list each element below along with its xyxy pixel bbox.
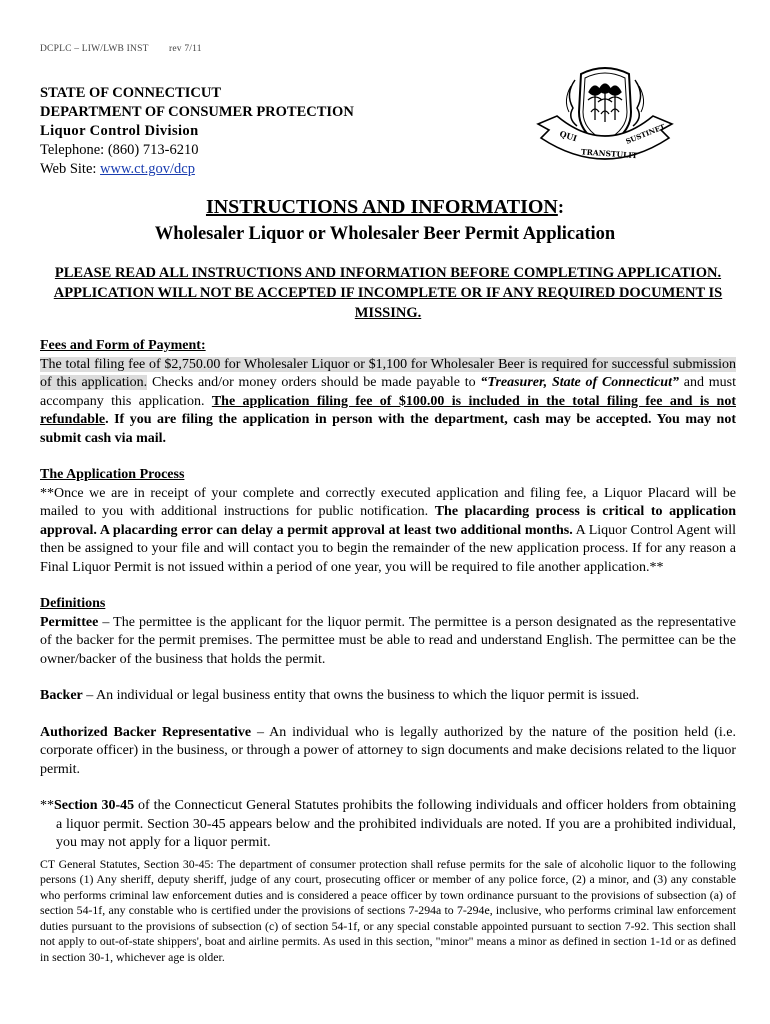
definitions-permittee bbox=[40, 595, 736, 669]
section-30-45-notice bbox=[40, 797, 736, 853]
website-label: Web Site: bbox=[40, 161, 101, 177]
title-subtitle: Wholesaler Liquor or Wholesaler Beer Permit Application bbox=[154, 224, 616, 244]
fees-section bbox=[40, 337, 736, 448]
abr-term: Authorized Backer Representative bbox=[40, 724, 252, 740]
backer-term: Backer bbox=[40, 688, 83, 703]
seal-motto-right: SUSTINET bbox=[624, 121, 667, 146]
definitions-heading: Definitions bbox=[40, 596, 106, 611]
permittee-term: Permittee bbox=[40, 614, 99, 630]
seal-motto-mid: TRANSTULIT bbox=[580, 147, 638, 161]
website-link[interactable]: www.ct.gov/dcp bbox=[100, 161, 195, 177]
agency-block bbox=[40, 84, 354, 179]
section-text: of the Connecticut General Statutes prohibits the following individuals and officer holders from obtaining a liquor permit. Section 30-45 appears below and the prohibited individuals are noted. If you are a prohibited individual, you may not apply for a liquor permit. bbox=[56, 798, 736, 850]
fees-text-3: . If you are filing the application in person with the department, cash may be accepted. You may not submit cash via mail. bbox=[40, 412, 736, 446]
form-code: DCPLC – LIW/LWB INST bbox=[40, 44, 149, 54]
document-body bbox=[40, 337, 736, 966]
state-name: STATE OF CONNECTICUT bbox=[40, 85, 222, 101]
division-name: Liquor Control Division bbox=[40, 123, 199, 139]
title-colon: : bbox=[557, 198, 565, 218]
definition-abr bbox=[40, 724, 736, 780]
process-text-2: A Liquor Control Agent will then be assigned to your file and will contact you to begin the remainder of the new application process. If for any reason a Final Liquor Permit is not issued within a period of one year, you will be required to file another application.** bbox=[40, 522, 736, 575]
fees-payee: “Treasurer, State of Connecticut” bbox=[480, 375, 679, 390]
state-seal-icon bbox=[535, 64, 675, 172]
title-main: INSTRUCTIONS AND INFORMATION bbox=[205, 196, 558, 218]
warning-notice: PLEASE READ ALL INSTRUCTIONS AND INFORMATION BEFORE COMPLETING APPLICATION. APPLICATION WILL NOT BE ACCEPTED IF INCOMPLETE OR IF ANY REQUIRED DOCUMENT IS MISSING. bbox=[53, 265, 723, 321]
statute-text: CT General Statutes, Section 30-45: The department of consumer protection shall refuse permits for the sale of alcoholic liquor to the following persons (1) Any sheriff, deputy sheriff, judge of any court, prosecuting officer or member of any police force, (2) a minor, and (3) any constable who performs criminal law enforcement duties and is considered a peace officer by town ordinance pursuant to the provisions of subsection (a) of section 54-1f, any constable who is certified under the provisions of sections 7-294a to 7-294e, inclusive, who performs criminal law enforcement duties pursuant to the provisions of subsection (c) of section 54-1f, or any special constable appointed pursuant to section 7-92. This section shall not apply to out-of-state shippers', boat and airline permits. As used in this section, "minor" means a minor as defined in section 1-1d or as defined in section 30-1, whichever age is older. bbox=[40, 856, 736, 965]
title-line bbox=[0, 194, 770, 221]
abr-definition: – An individual who is legally authorized by the nature of the position held (i.e. corporate officer) in the business, or through a power of attorney to sign documents and make decisions related to the liquor permit. bbox=[40, 724, 737, 777]
revision-date: rev 7/11 bbox=[169, 44, 202, 54]
definition-backer bbox=[40, 687, 736, 706]
fees-text-1: Checks and/or money orders should be made payable to bbox=[147, 375, 481, 390]
document-title bbox=[0, 194, 770, 247]
process-section bbox=[40, 466, 736, 577]
department-name: DEPARTMENT OF CONSUMER PROTECTION bbox=[40, 104, 354, 120]
fees-text-2: and must accompany this application. bbox=[40, 375, 736, 409]
section-term: Section 30-45 bbox=[54, 798, 135, 813]
form-id bbox=[40, 44, 202, 54]
fees-highlight: The total filing fee of $2,750.00 for Wholesaler Liquor or $1,100 for Wholesaler Beer is required for successful submission of this application. bbox=[40, 356, 736, 390]
website-line bbox=[40, 160, 354, 179]
seal-motto-left: QUI bbox=[558, 128, 579, 144]
fees-nonrefundable: The application filing fee of $100.00 is included in the total filing fee and is not refundable bbox=[40, 393, 736, 427]
process-bold-text: The placarding process is critical to application approval. A placarding error can delay a permit approval at least two additional months. bbox=[40, 504, 736, 538]
section-prefix: ** bbox=[40, 798, 54, 813]
telephone: Telephone: (860) 713-6210 bbox=[40, 142, 199, 158]
process-text-1: **Once we are in receipt of your complete and correctly executed application and filing fee, a Liquor Placard will be mailed to you with additional instructions for public notification. bbox=[40, 485, 736, 519]
process-heading: The Application Process bbox=[40, 467, 185, 482]
permittee-definition: – The permittee is the applicant for the liquor permit. The permittee is a person designated as the representative of the backer for the permit premises. The permittee must be able to read and understand English. The permittee can be the owner/backer of the business that holds the permit. bbox=[40, 614, 736, 667]
fees-heading: Fees and Form of Payment: bbox=[40, 338, 206, 353]
backer-definition: – An individual or legal business entity that owns the business to which the liquor permit is issued. bbox=[82, 688, 640, 703]
